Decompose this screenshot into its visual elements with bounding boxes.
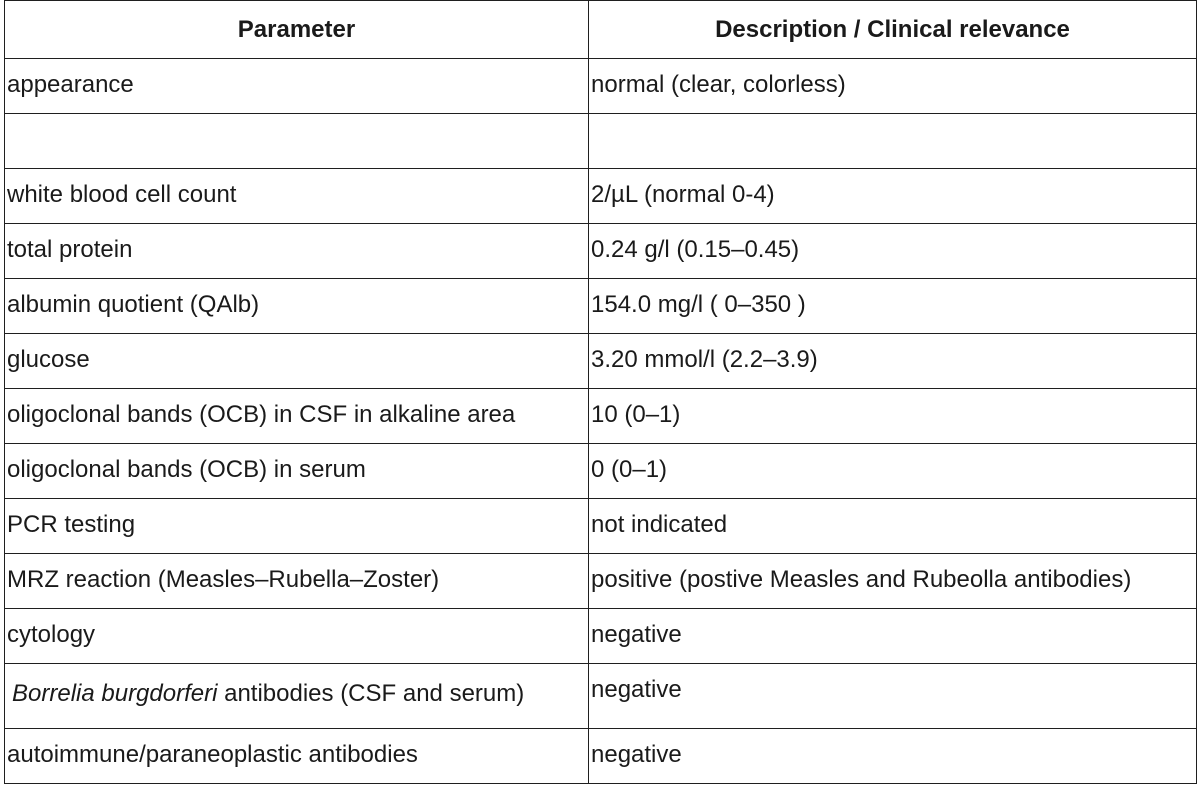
description-cell: 10 (0–1): [589, 389, 1197, 444]
parameter-suffix: antibodies (CSF and serum): [217, 680, 525, 707]
description-cell: 3.20 mmol/l (2.2–3.9): [589, 334, 1197, 389]
parameter-cell: white blood cell count: [5, 169, 589, 224]
description-cell: normal (clear, colorless): [589, 59, 1197, 114]
description-cell: not indicated: [589, 499, 1197, 554]
table-row-empty: [5, 114, 1197, 169]
column-header-description: Description / Clinical relevance: [589, 1, 1197, 59]
parameter-cell: glucose: [5, 334, 589, 389]
table-row: [5, 334, 1197, 389]
parameter-cell: [5, 664, 589, 729]
column-header-parameter: Parameter: [5, 1, 589, 59]
description-cell: negative: [589, 729, 1197, 784]
parameter-cell: MRZ reaction (Measles–Rubella–Zoster): [5, 554, 589, 609]
parameter-cell: total protein: [5, 224, 589, 279]
description-cell: positive (postive Measles and Rubeolla antibodies): [589, 554, 1197, 609]
table-row: [5, 499, 1197, 554]
description-cell: negative: [589, 609, 1197, 664]
table-row: [5, 169, 1197, 224]
table-row: [5, 554, 1197, 609]
description-cell: negative: [589, 664, 1197, 729]
parameter-cell: [5, 114, 589, 169]
parameter-cell: albumin quotient (QAlb): [5, 279, 589, 334]
description-cell: 154.0 mg/l ( 0–350 ): [589, 279, 1197, 334]
table-row: [5, 279, 1197, 334]
parameter-cell: autoimmune/paraneoplastic antibodies: [5, 729, 589, 784]
description-cell: 2/µL (normal 0-4): [589, 169, 1197, 224]
table-header-row: [5, 1, 1197, 59]
csf-results-table: [4, 0, 1197, 784]
parameter-cell: appearance: [5, 59, 589, 114]
parameter-cell: PCR testing: [5, 499, 589, 554]
table-row: [5, 59, 1197, 114]
parameter-cell: oligoclonal bands (OCB) in serum: [5, 444, 589, 499]
table-row: [5, 444, 1197, 499]
description-cell: [589, 114, 1197, 169]
table-row: [5, 609, 1197, 664]
table-row: [5, 224, 1197, 279]
organism-name: Borrelia burgdorferi: [12, 680, 218, 707]
table-row: [5, 664, 1197, 729]
parameter-cell: oligoclonal bands (OCB) in CSF in alkaline area: [5, 389, 589, 444]
description-cell: 0.24 g/l (0.15–0.45): [589, 224, 1197, 279]
parameter-cell: cytology: [5, 609, 589, 664]
table-row: [5, 389, 1197, 444]
table-row: [5, 729, 1197, 784]
description-cell: 0 (0–1): [589, 444, 1197, 499]
